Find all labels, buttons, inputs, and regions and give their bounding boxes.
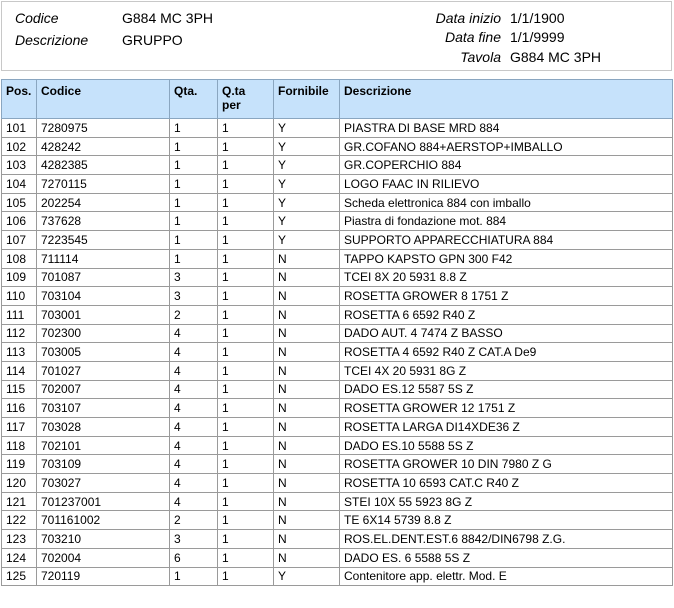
cell-qta: 1 [170, 193, 218, 212]
cell-descrizione: STEI 10X 55 5923 8G Z [340, 492, 673, 511]
cell-qta-per: 1 [218, 249, 274, 268]
cell-codice: 703001 [37, 305, 170, 324]
codice-label: Codice [15, 10, 59, 26]
table-row [2, 567, 673, 586]
cell-fornibile: Y [274, 193, 340, 212]
cell-pos: 113 [2, 343, 37, 362]
cell-qta: 3 [170, 530, 218, 549]
table-row [2, 212, 673, 231]
cell-pos: 122 [2, 511, 37, 530]
cell-qta-per: 1 [218, 193, 274, 212]
cell-codice: 702300 [37, 324, 170, 343]
column-header-codice: Codice [37, 80, 170, 119]
cell-pos: 103 [2, 156, 37, 175]
cell-pos: 117 [2, 418, 37, 437]
cell-pos: 112 [2, 324, 37, 343]
cell-codice: 720119 [37, 567, 170, 586]
cell-pos: 106 [2, 212, 37, 231]
cell-descrizione: DADO AUT. 4 7474 Z BASSO [340, 324, 673, 343]
cell-codice: 701027 [37, 361, 170, 380]
cell-descrizione: ROSETTA 6 6592 R40 Z [340, 305, 673, 324]
cell-qta: 6 [170, 548, 218, 567]
cell-fornibile: N [274, 399, 340, 418]
cell-fornibile: N [274, 436, 340, 455]
cell-qta: 4 [170, 492, 218, 511]
cell-codice: 702004 [37, 548, 170, 567]
table-row [2, 474, 673, 493]
cell-qta-per: 1 [218, 305, 274, 324]
cell-qta: 1 [170, 137, 218, 156]
cell-pos: 120 [2, 474, 37, 493]
cell-descrizione: ROSETTA 4 6592 R40 Z CAT.A De9 [340, 343, 673, 362]
cell-codice: 428242 [37, 137, 170, 156]
cell-qta-per: 1 [218, 530, 274, 549]
cell-codice: 703028 [37, 418, 170, 437]
cell-fornibile: N [274, 324, 340, 343]
table-row [2, 305, 673, 324]
cell-descrizione: ROSETTA GROWER 12 1751 Z [340, 399, 673, 418]
column-header-fornibile: Fornibile [274, 80, 340, 119]
cell-fornibile: N [274, 418, 340, 437]
table-row [2, 380, 673, 399]
parts-table [1, 79, 673, 586]
cell-pos: 114 [2, 361, 37, 380]
cell-pos: 101 [2, 119, 37, 138]
cell-codice: 703027 [37, 474, 170, 493]
table-row [2, 418, 673, 437]
cell-qta-per: 1 [218, 418, 274, 437]
column-header-qta: Qta. [170, 80, 218, 119]
cell-descrizione: SUPPORTO APPARECCHIATURA 884 [340, 231, 673, 250]
cell-descrizione: Piastra di fondazione mot. 884 [340, 212, 673, 231]
cell-codice: 7270115 [37, 175, 170, 194]
data-fine-label: Data fine [444, 29, 501, 45]
cell-qta: 4 [170, 474, 218, 493]
cell-fornibile: Y [274, 119, 340, 138]
column-header-qta-per: Q.ta per [218, 80, 274, 119]
cell-descrizione: GR.COPERCHIO 884 [340, 156, 673, 175]
cell-fornibile: N [274, 268, 340, 287]
cell-qta-per: 1 [218, 436, 274, 455]
cell-fornibile: Y [274, 567, 340, 586]
cell-codice: 701087 [37, 268, 170, 287]
cell-qta-per: 1 [218, 343, 274, 362]
cell-codice: 4282385 [37, 156, 170, 175]
cell-fornibile: Y [274, 175, 340, 194]
cell-qta: 4 [170, 455, 218, 474]
table-row [2, 175, 673, 194]
cell-fornibile: N [274, 361, 340, 380]
cell-qta: 3 [170, 287, 218, 306]
cell-codice: 701237001 [37, 492, 170, 511]
cell-descrizione: TCEI 4X 20 5931 8G Z [340, 361, 673, 380]
cell-fornibile: N [274, 548, 340, 567]
cell-qta-per: 1 [218, 119, 274, 138]
cell-qta: 1 [170, 567, 218, 586]
cell-codice: 711114 [37, 249, 170, 268]
cell-descrizione: ROSETTA GROWER 10 DIN 7980 Z G [340, 455, 673, 474]
cell-descrizione: DADO ES. 6 5588 5S Z [340, 548, 673, 567]
cell-pos: 121 [2, 492, 37, 511]
cell-pos: 119 [2, 455, 37, 474]
cell-codice: 7223545 [37, 231, 170, 250]
cell-qta: 4 [170, 361, 218, 380]
table-row [2, 548, 673, 567]
table-header-row [2, 80, 673, 119]
cell-codice: 7280975 [37, 119, 170, 138]
cell-qta: 4 [170, 399, 218, 418]
cell-qta-per: 1 [218, 137, 274, 156]
cell-pos: 107 [2, 231, 37, 250]
cell-descrizione: LOGO FAAC IN RILIEVO [340, 175, 673, 194]
table-row [2, 287, 673, 306]
cell-qta: 1 [170, 231, 218, 250]
cell-qta-per: 1 [218, 567, 274, 586]
cell-qta-per: 1 [218, 548, 274, 567]
tavola-value: G884 MC 3PH [510, 49, 602, 65]
cell-pos: 116 [2, 399, 37, 418]
descrizione-value: GRUPPO [122, 32, 183, 48]
cell-pos: 115 [2, 380, 37, 399]
cell-qta-per: 1 [218, 156, 274, 175]
cell-fornibile: Y [274, 231, 340, 250]
cell-qta-per: 1 [218, 492, 274, 511]
cell-fornibile: Y [274, 137, 340, 156]
cell-codice: 703104 [37, 287, 170, 306]
cell-pos: 105 [2, 193, 37, 212]
table-row [2, 399, 673, 418]
cell-qta-per: 1 [218, 212, 274, 231]
cell-descrizione: Contenitore app. elettr. Mod. E [340, 567, 673, 586]
cell-qta-per: 1 [218, 268, 274, 287]
cell-descrizione: Scheda elettronica 884 con imballo [340, 193, 673, 212]
cell-descrizione: ROSETTA GROWER 8 1751 Z [340, 287, 673, 306]
cell-qta: 4 [170, 324, 218, 343]
cell-descrizione: ROS.EL.DENT.EST.6 8842/DIN6798 Z.G. [340, 530, 673, 549]
cell-codice: 737628 [37, 212, 170, 231]
cell-pos: 109 [2, 268, 37, 287]
cell-descrizione: TCEI 8X 20 5931 8.8 Z [340, 268, 673, 287]
cell-qta: 1 [170, 119, 218, 138]
cell-qta: 4 [170, 343, 218, 362]
table-row [2, 492, 673, 511]
cell-qta: 1 [170, 212, 218, 231]
cell-qta-per: 1 [218, 380, 274, 399]
data-inizio-label: Data inizio [435, 10, 501, 26]
cell-pos: 102 [2, 137, 37, 156]
table-row [2, 343, 673, 362]
cell-pos: 123 [2, 530, 37, 549]
codice-value: G884 MC 3PH [122, 10, 214, 26]
cell-codice: 202254 [37, 193, 170, 212]
table-row [2, 193, 673, 212]
cell-fornibile: N [274, 380, 340, 399]
cell-fornibile: N [274, 511, 340, 530]
cell-codice: 702101 [37, 436, 170, 455]
table-row [2, 119, 673, 138]
cell-codice: 703109 [37, 455, 170, 474]
table-row [2, 156, 673, 175]
cell-qta: 4 [170, 380, 218, 399]
cell-qta-per: 1 [218, 455, 274, 474]
cell-qta-per: 1 [218, 287, 274, 306]
cell-fornibile: N [274, 530, 340, 549]
cell-qta-per: 1 [218, 175, 274, 194]
cell-qta-per: 1 [218, 399, 274, 418]
cell-qta: 1 [170, 156, 218, 175]
cell-qta-per: 1 [218, 324, 274, 343]
cell-codice: 703005 [37, 343, 170, 362]
cell-pos: 108 [2, 249, 37, 268]
cell-qta-per: 1 [218, 361, 274, 380]
table-row [2, 436, 673, 455]
cell-qta-per: 1 [218, 511, 274, 530]
cell-pos: 125 [2, 567, 37, 586]
cell-qta: 3 [170, 268, 218, 287]
table-row [2, 530, 673, 549]
cell-pos: 110 [2, 287, 37, 306]
table-row [2, 268, 673, 287]
column-header-pos: Pos. [2, 80, 37, 119]
cell-fornibile: N [274, 287, 340, 306]
table-row [2, 361, 673, 380]
table-row [2, 455, 673, 474]
cell-descrizione: TE 6X14 5739 8.8 Z [340, 511, 673, 530]
cell-qta: 2 [170, 511, 218, 530]
table-row [2, 324, 673, 343]
cell-pos: 111 [2, 305, 37, 324]
cell-fornibile: N [274, 249, 340, 268]
cell-codice: 701161002 [37, 511, 170, 530]
cell-descrizione: ROSETTA 10 6593 CAT.C R40 Z [340, 474, 673, 493]
tavola-label: Tavola [460, 49, 501, 65]
cell-fornibile: Y [274, 156, 340, 175]
header-panel [1, 1, 672, 71]
column-header-descrizione: Descrizione [340, 80, 673, 119]
cell-descrizione: GR.COFANO 884+AERSTOP+IMBALLO [340, 137, 673, 156]
cell-qta: 1 [170, 175, 218, 194]
cell-pos: 104 [2, 175, 37, 194]
cell-pos: 124 [2, 548, 37, 567]
table-body [2, 119, 673, 586]
cell-qta-per: 1 [218, 231, 274, 250]
cell-fornibile: N [274, 492, 340, 511]
table-row [2, 249, 673, 268]
table-row [2, 511, 673, 530]
cell-qta: 4 [170, 436, 218, 455]
cell-fornibile: N [274, 455, 340, 474]
cell-fornibile: N [274, 474, 340, 493]
table-row [2, 137, 673, 156]
data-fine-value: 1/1/9999 [510, 29, 565, 45]
cell-fornibile: N [274, 305, 340, 324]
data-inizio-value: 1/1/1900 [510, 10, 565, 26]
cell-qta: 1 [170, 249, 218, 268]
cell-descrizione: DADO ES.12 5587 5S Z [340, 380, 673, 399]
descrizione-label: Descrizione [15, 32, 89, 48]
cell-pos: 118 [2, 436, 37, 455]
cell-qta: 2 [170, 305, 218, 324]
cell-fornibile: N [274, 343, 340, 362]
cell-fornibile: Y [274, 212, 340, 231]
table-row [2, 231, 673, 250]
cell-qta-per: 1 [218, 474, 274, 493]
cell-codice: 703107 [37, 399, 170, 418]
cell-descrizione: ROSETTA LARGA DI14XDE36 Z [340, 418, 673, 437]
cell-descrizione: TAPPO KAPSTO GPN 300 F42 [340, 249, 673, 268]
cell-qta: 4 [170, 418, 218, 437]
cell-codice: 703210 [37, 530, 170, 549]
cell-descrizione: DADO ES.10 5588 5S Z [340, 436, 673, 455]
cell-descrizione: PIASTRA DI BASE MRD 884 [340, 119, 673, 138]
cell-codice: 702007 [37, 380, 170, 399]
